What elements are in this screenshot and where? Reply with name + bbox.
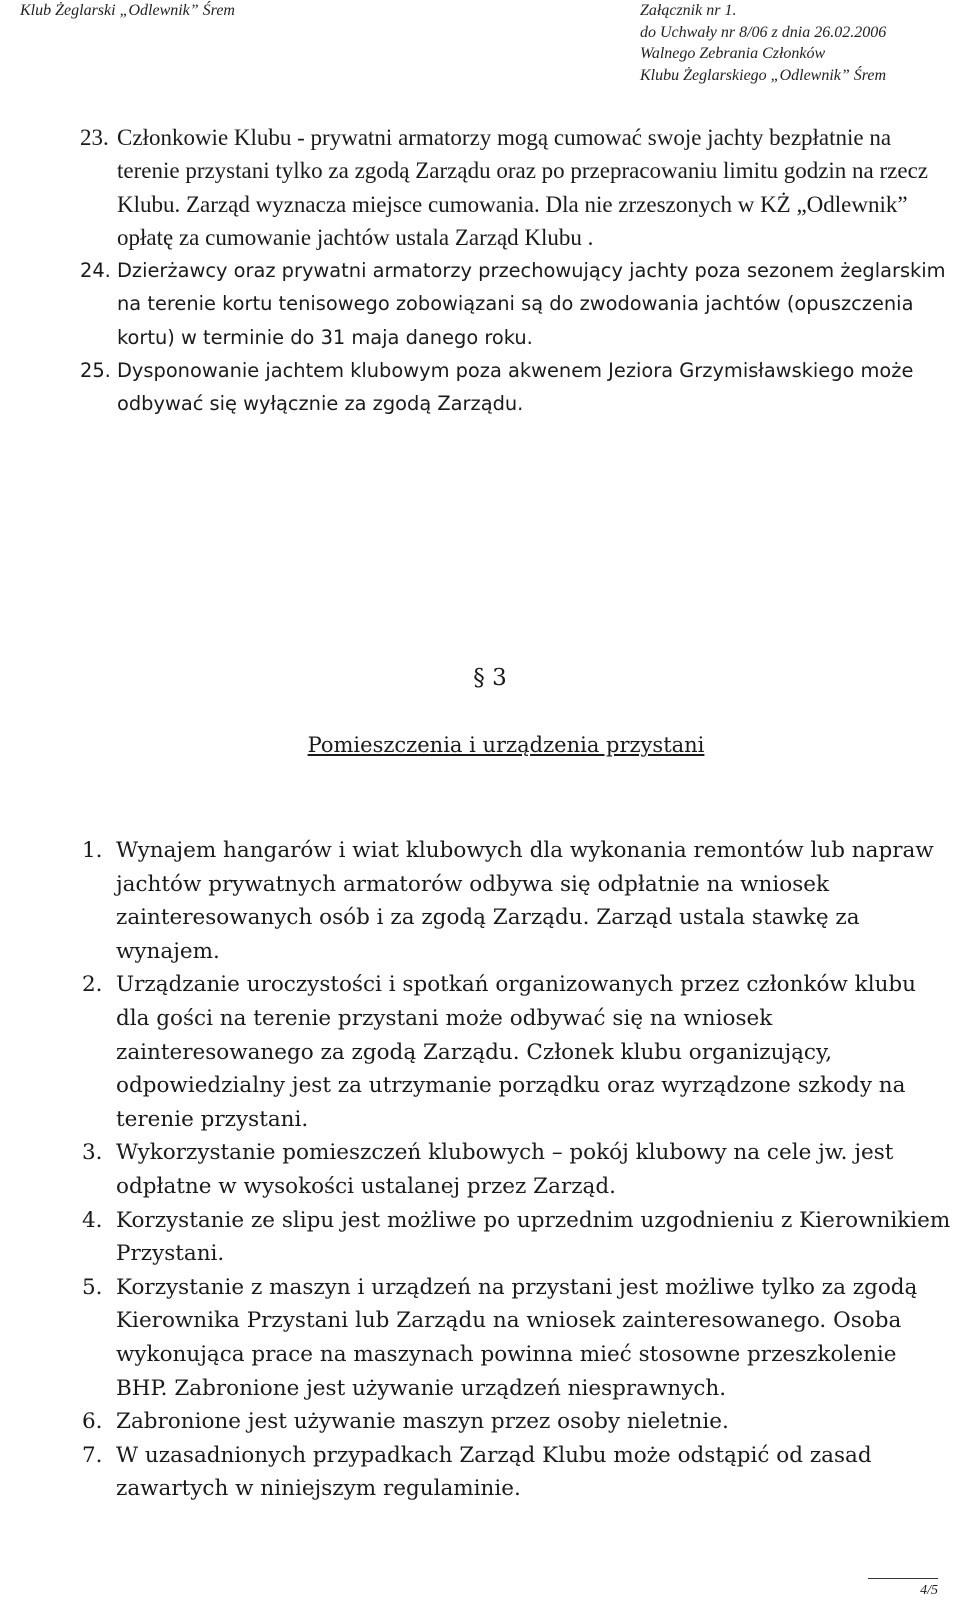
- item-number: 25.: [80, 359, 111, 383]
- header-annex-line: do Uchwały nr 8/06 z dnia 26.02.2006: [640, 23, 887, 41]
- item-number: 2.: [82, 972, 103, 998]
- item-text: Urządzanie uroczystości i spotkań organizowanych przez członków klubu dla gości na terenie przystani może odbywać się na wniosek zainteresowanego za zgodą Zarządu. Członek klubu organizujący, odpowiedzialny jest za utrzymanie porządku oraz wyrządzone szkody na terenie przystani.: [116, 972, 917, 1132]
- item-text: Dysponowanie jachtem klubowym poza akwenem Jeziora Grzymisławskiego może odbywać się wyłącznie za zgodą Zarządu.: [117, 359, 914, 416]
- item-text: Korzystanie z maszyn i urządzeń na przystani jest możliwe tylko za zgodą Kierownika Przystani lub Zarządu na wniosek zainteresowanego. Osoba wykonująca prace na maszynach powinna mieć stosowne przeszkolenie BHP. Zabronione jest używanie urządzeń niesprawnych.: [116, 1274, 918, 1401]
- header-annex-line: Klubu Żeglarskiego „Odlewnik” Śrem: [640, 66, 887, 84]
- item-text: Dzierżawcy oraz prywatni armatorzy przechowujący jachty poza sezonem żeglarskim na terenie kortu tenisowego zobowiązani są do zwodowania jachtów (opuszczenia kortu) w terminie do 31 maja danego roku.: [117, 259, 946, 349]
- list-item: [82, 1439, 952, 1506]
- header-club-name: Klub Żeglarski „Odlewnik” Śrem: [20, 2, 235, 19]
- item-text: Członkowie Klubu - prywatni armatorzy mogą cumować swoje jachty bezpłatnie na terenie przystani tylko za zgodą Zarządu oraz po przepracowaniu limitu godzin na rzecz Klubu. Zarząd wyznacza miejsce cumowania. Dla nie zrzeszonych w KŻ „Odlewnik” opłatę za cumowanie jachtów ustala Zarząd Klubu .: [117, 125, 929, 250]
- list-item: [82, 121, 952, 254]
- list-item: [82, 834, 952, 968]
- section-mark: § 3: [473, 665, 507, 691]
- item-text: Wykorzystanie pomieszczeń klubowych – pokój klubowy na cele jw. jest odpłatne w wysokości ustalanej przez Zarząd.: [116, 1140, 894, 1199]
- list-item: [82, 1271, 952, 1405]
- rules-list-part-a: [82, 121, 952, 421]
- section-title: Pomieszczenia i urządzenia przystani: [307, 733, 705, 757]
- header-annex-line: Walnego Zebrania Członków: [640, 45, 826, 63]
- item-number: 5.: [82, 1274, 103, 1300]
- list-item: [82, 354, 952, 421]
- item-number: 6.: [82, 1409, 103, 1435]
- item-text: Zabronione jest używanie maszyn przez osoby nieletnie.: [116, 1409, 729, 1435]
- item-number: 7.: [82, 1442, 103, 1468]
- list-item: [82, 968, 952, 1136]
- rules-list-part-b: [82, 834, 952, 1506]
- list-item: [82, 1405, 952, 1439]
- header-annex-block: [640, 0, 886, 86]
- header-annex-line: Załącznik nr 1.: [640, 2, 737, 19]
- list-item: [82, 1136, 952, 1203]
- page-number: 4/5: [920, 1583, 938, 1598]
- item-number: 24.: [80, 259, 111, 283]
- footer-divider: [868, 1578, 938, 1579]
- item-text: W uzasadnionych przypadkach Zarząd Klubu może odstąpić od zasad zawartych w niniejszym regulaminie.: [116, 1442, 872, 1502]
- item-text: Korzystanie ze slipu jest możliwe po uprzednim uzgodnieniu z Kierownikiem Przystani.: [116, 1207, 951, 1267]
- item-text: Wynajem hangarów i wiat klubowych dla wykonania remontów lub napraw jachtów prywatnych armatorów odbywa się odpłatnie na wniosek zainteresowanych osób i za zgodą Zarządu. Zarząd ustala stawkę za wynajem.: [116, 838, 934, 964]
- item-number: 4.: [82, 1207, 103, 1233]
- item-number: 3.: [82, 1140, 103, 1166]
- item-number: 23.: [80, 125, 109, 150]
- list-item: [82, 254, 952, 354]
- list-item: [82, 1204, 952, 1271]
- item-number: 1.: [82, 838, 103, 863]
